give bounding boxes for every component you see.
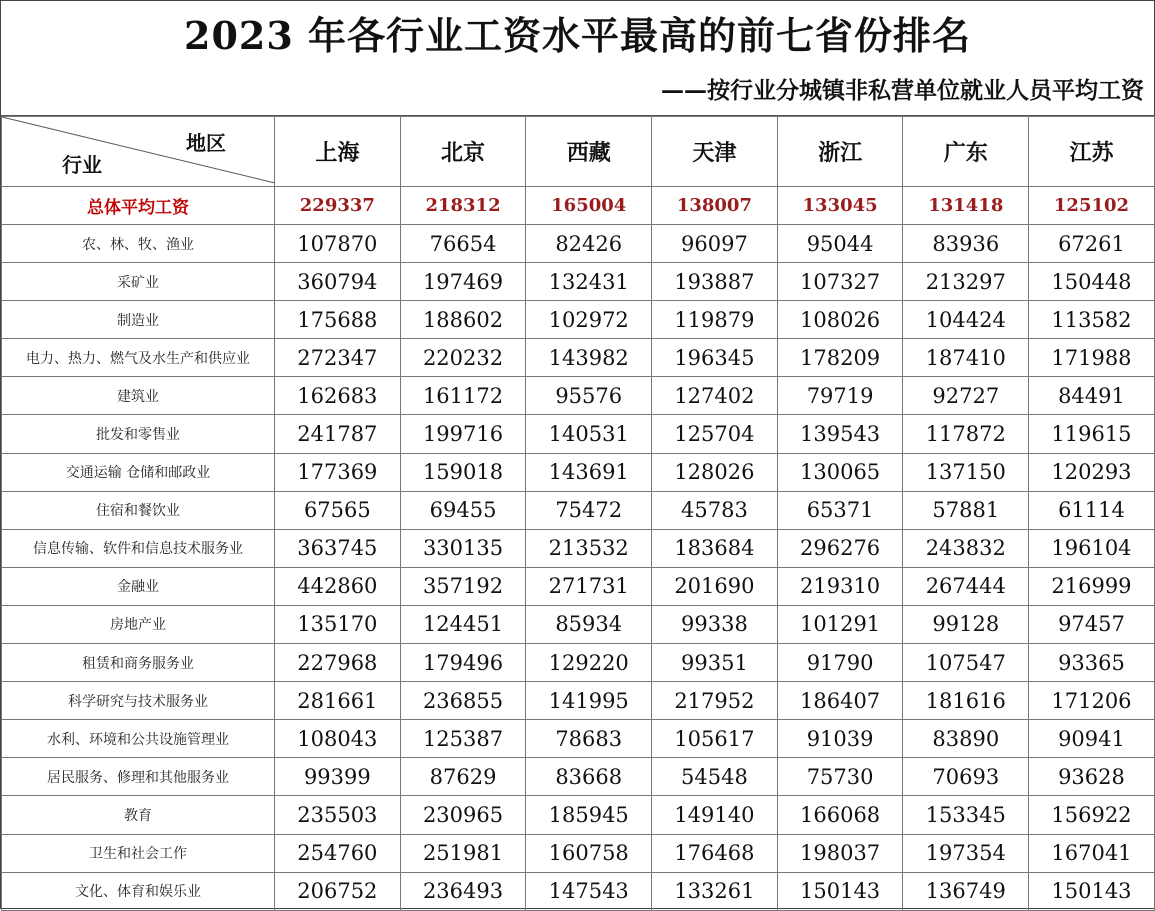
salary-value: 251981 — [400, 834, 526, 872]
salary-value: 101291 — [777, 605, 903, 643]
salary-value: 83890 — [903, 720, 1029, 758]
salary-value: 213297 — [903, 263, 1029, 301]
industry-label: 卫生和社会工作 — [2, 834, 275, 872]
salary-value: 143982 — [526, 339, 652, 377]
salary-value: 104424 — [903, 301, 1029, 339]
salary-value: 67261 — [1029, 225, 1155, 263]
salary-value: 147543 — [526, 872, 652, 910]
salary-value: 230965 — [400, 796, 526, 834]
salary-value: 133261 — [652, 872, 778, 910]
salary-value: 75472 — [526, 491, 652, 529]
salary-value: 99128 — [903, 605, 1029, 643]
salary-value: 178209 — [777, 339, 903, 377]
salary-value: 150143 — [777, 872, 903, 910]
table-row — [2, 682, 1155, 720]
salary-value: 97457 — [1029, 605, 1155, 643]
salary-value: 113582 — [1029, 301, 1155, 339]
salary-value: 85934 — [526, 605, 652, 643]
total-row — [2, 187, 1155, 225]
industry-label: 居民服务、修理和其他服务业 — [2, 758, 275, 796]
salary-value: 171206 — [1029, 682, 1155, 720]
salary-value: 196345 — [652, 339, 778, 377]
region-header: 天津 — [652, 117, 778, 187]
salary-value: 442860 — [275, 567, 401, 605]
salary-value: 84491 — [1029, 377, 1155, 415]
salary-value: 75730 — [777, 758, 903, 796]
salary-value: 281661 — [275, 682, 401, 720]
salary-value: 83668 — [526, 758, 652, 796]
table-row — [2, 872, 1155, 910]
salary-value: 124451 — [400, 605, 526, 643]
region-header: 北京 — [400, 117, 526, 187]
salary-value: 108026 — [777, 301, 903, 339]
salary-value: 95576 — [526, 377, 652, 415]
salary-value: 196104 — [1029, 529, 1155, 567]
salary-value: 92727 — [903, 377, 1029, 415]
salary-value: 171988 — [1029, 339, 1155, 377]
table-row — [2, 605, 1155, 643]
salary-value: 61114 — [1029, 491, 1155, 529]
salary-value: 119615 — [1029, 415, 1155, 453]
salary-value: 132431 — [526, 263, 652, 301]
table-row — [2, 758, 1155, 796]
salary-value: 99399 — [275, 758, 401, 796]
table-row — [2, 529, 1155, 567]
salary-value: 137150 — [903, 453, 1029, 491]
total-value: 131418 — [903, 187, 1029, 225]
industry-label: 科学研究与技术服务业 — [2, 682, 275, 720]
total-value: 133045 — [777, 187, 903, 225]
salary-value: 176468 — [652, 834, 778, 872]
salary-value: 143691 — [526, 453, 652, 491]
corner-region-label: 地区 — [186, 131, 226, 155]
salary-table — [1, 116, 1155, 911]
salary-value: 181616 — [903, 682, 1029, 720]
industry-label: 农、林、牧、渔业 — [2, 225, 275, 263]
salary-value: 188602 — [400, 301, 526, 339]
salary-value: 220232 — [400, 339, 526, 377]
salary-value: 57881 — [903, 491, 1029, 529]
industry-label: 水利、环境和公共设施管理业 — [2, 720, 275, 758]
salary-value: 175688 — [275, 301, 401, 339]
salary-value: 83936 — [903, 225, 1029, 263]
salary-value: 99351 — [652, 644, 778, 682]
salary-value: 120293 — [1029, 453, 1155, 491]
salary-value: 130065 — [777, 453, 903, 491]
salary-value: 187410 — [903, 339, 1029, 377]
table-row — [2, 720, 1155, 758]
table-row — [2, 415, 1155, 453]
region-header: 江苏 — [1029, 117, 1155, 187]
total-value: 138007 — [652, 187, 778, 225]
salary-value: 183684 — [652, 529, 778, 567]
salary-value: 96097 — [652, 225, 778, 263]
salary-value: 193887 — [652, 263, 778, 301]
salary-value: 135170 — [275, 605, 401, 643]
table-row — [2, 834, 1155, 872]
industry-label: 制造业 — [2, 301, 275, 339]
table-row — [2, 491, 1155, 529]
table-row — [2, 453, 1155, 491]
salary-value: 217952 — [652, 682, 778, 720]
salary-value: 197354 — [903, 834, 1029, 872]
salary-value: 177369 — [275, 453, 401, 491]
salary-value: 128026 — [652, 453, 778, 491]
industry-label: 文化、体育和娱乐业 — [2, 872, 275, 910]
page-title: 2023 年各行业工资水平最高的前七省份排名 — [184, 13, 971, 58]
salary-value: 90941 — [1029, 720, 1155, 758]
salary-value: 330135 — [400, 529, 526, 567]
salary-value: 162683 — [275, 377, 401, 415]
total-value: 125102 — [1029, 187, 1155, 225]
salary-value: 159018 — [400, 453, 526, 491]
salary-value: 166068 — [777, 796, 903, 834]
salary-value: 78683 — [526, 720, 652, 758]
region-header: 浙江 — [777, 117, 903, 187]
salary-value: 236493 — [400, 872, 526, 910]
salary-value: 296276 — [777, 529, 903, 567]
salary-value: 236855 — [400, 682, 526, 720]
industry-label: 租赁和商务服务业 — [2, 644, 275, 682]
salary-value: 82426 — [526, 225, 652, 263]
salary-value: 150448 — [1029, 263, 1155, 301]
total-value: 218312 — [400, 187, 526, 225]
total-value: 165004 — [526, 187, 652, 225]
salary-value: 139543 — [777, 415, 903, 453]
salary-value: 272347 — [275, 339, 401, 377]
salary-value: 243832 — [903, 529, 1029, 567]
salary-value: 360794 — [275, 263, 401, 301]
salary-value: 136749 — [903, 872, 1029, 910]
industry-label: 交通运输 仓储和邮政业 — [2, 453, 275, 491]
salary-value: 357192 — [400, 567, 526, 605]
salary-value: 156922 — [1029, 796, 1155, 834]
salary-value: 213532 — [526, 529, 652, 567]
salary-value: 141995 — [526, 682, 652, 720]
salary-value: 179496 — [400, 644, 526, 682]
salary-value: 186407 — [777, 682, 903, 720]
salary-value: 119879 — [652, 301, 778, 339]
total-label: 总体平均工资 — [2, 187, 275, 225]
salary-value: 69455 — [400, 491, 526, 529]
region-header: 广东 — [903, 117, 1029, 187]
industry-label: 采矿业 — [2, 263, 275, 301]
salary-value: 76654 — [400, 225, 526, 263]
salary-value: 199716 — [400, 415, 526, 453]
industry-label: 信息传输、软件和信息技术服务业 — [2, 529, 275, 567]
salary-value: 105617 — [652, 720, 778, 758]
total-value: 229337 — [275, 187, 401, 225]
salary-value: 227968 — [275, 644, 401, 682]
table-row — [2, 301, 1155, 339]
salary-value: 198037 — [777, 834, 903, 872]
corner-diagonal-line — [2, 117, 275, 187]
page-subtitle: ——按行业分城镇非私营单位就业人员平均工资 — [1, 71, 1154, 116]
industry-label: 教育 — [2, 796, 275, 834]
table-row — [2, 567, 1155, 605]
corner-cell — [2, 117, 275, 187]
salary-value: 125704 — [652, 415, 778, 453]
salary-value: 241787 — [275, 415, 401, 453]
industry-label: 建筑业 — [2, 377, 275, 415]
salary-value: 54548 — [652, 758, 778, 796]
salary-value: 149140 — [652, 796, 778, 834]
salary-value: 363745 — [275, 529, 401, 567]
salary-value: 235503 — [275, 796, 401, 834]
header-row — [2, 117, 1155, 187]
salary-value: 102972 — [526, 301, 652, 339]
salary-value: 107547 — [903, 644, 1029, 682]
salary-value: 108043 — [275, 720, 401, 758]
region-header: 上海 — [275, 117, 401, 187]
salary-value: 107870 — [275, 225, 401, 263]
salary-value: 206752 — [275, 872, 401, 910]
industry-label: 房地产业 — [2, 605, 275, 643]
salary-value: 99338 — [652, 605, 778, 643]
salary-value: 107327 — [777, 263, 903, 301]
salary-value: 161172 — [400, 377, 526, 415]
salary-value: 91039 — [777, 720, 903, 758]
industry-label: 住宿和餐饮业 — [2, 491, 275, 529]
salary-value: 127402 — [652, 377, 778, 415]
salary-value: 167041 — [1029, 834, 1155, 872]
industry-label: 金融业 — [2, 567, 275, 605]
salary-value: 117872 — [903, 415, 1029, 453]
salary-value: 93365 — [1029, 644, 1155, 682]
salary-value: 216999 — [1029, 567, 1155, 605]
salary-value: 129220 — [526, 644, 652, 682]
salary-value: 201690 — [652, 567, 778, 605]
salary-value: 70693 — [903, 758, 1029, 796]
salary-value: 45783 — [652, 491, 778, 529]
salary-value: 267444 — [903, 567, 1029, 605]
salary-value: 254760 — [275, 834, 401, 872]
salary-value: 153345 — [903, 796, 1029, 834]
region-header: 西藏 — [526, 117, 652, 187]
table-row — [2, 796, 1155, 834]
salary-value: 271731 — [526, 567, 652, 605]
salary-value: 150143 — [1029, 872, 1155, 910]
salary-value: 67565 — [275, 491, 401, 529]
salary-value: 160758 — [526, 834, 652, 872]
salary-value: 87629 — [400, 758, 526, 796]
corner-industry-label: 行业 — [62, 153, 102, 177]
table-row — [2, 339, 1155, 377]
salary-value: 140531 — [526, 415, 652, 453]
salary-value: 93628 — [1029, 758, 1155, 796]
salary-value: 79719 — [777, 377, 903, 415]
salary-value: 65371 — [777, 491, 903, 529]
salary-value: 219310 — [777, 567, 903, 605]
salary-value: 197469 — [400, 263, 526, 301]
table-row — [2, 377, 1155, 415]
salary-value: 185945 — [526, 796, 652, 834]
salary-value: 91790 — [777, 644, 903, 682]
industry-label: 电力、热力、燃气及水生产和供应业 — [2, 339, 275, 377]
table-row — [2, 644, 1155, 682]
industry-label: 批发和零售业 — [2, 415, 275, 453]
salary-value: 125387 — [400, 720, 526, 758]
table-row — [2, 263, 1155, 301]
salary-value: 95044 — [777, 225, 903, 263]
table-row — [2, 225, 1155, 263]
